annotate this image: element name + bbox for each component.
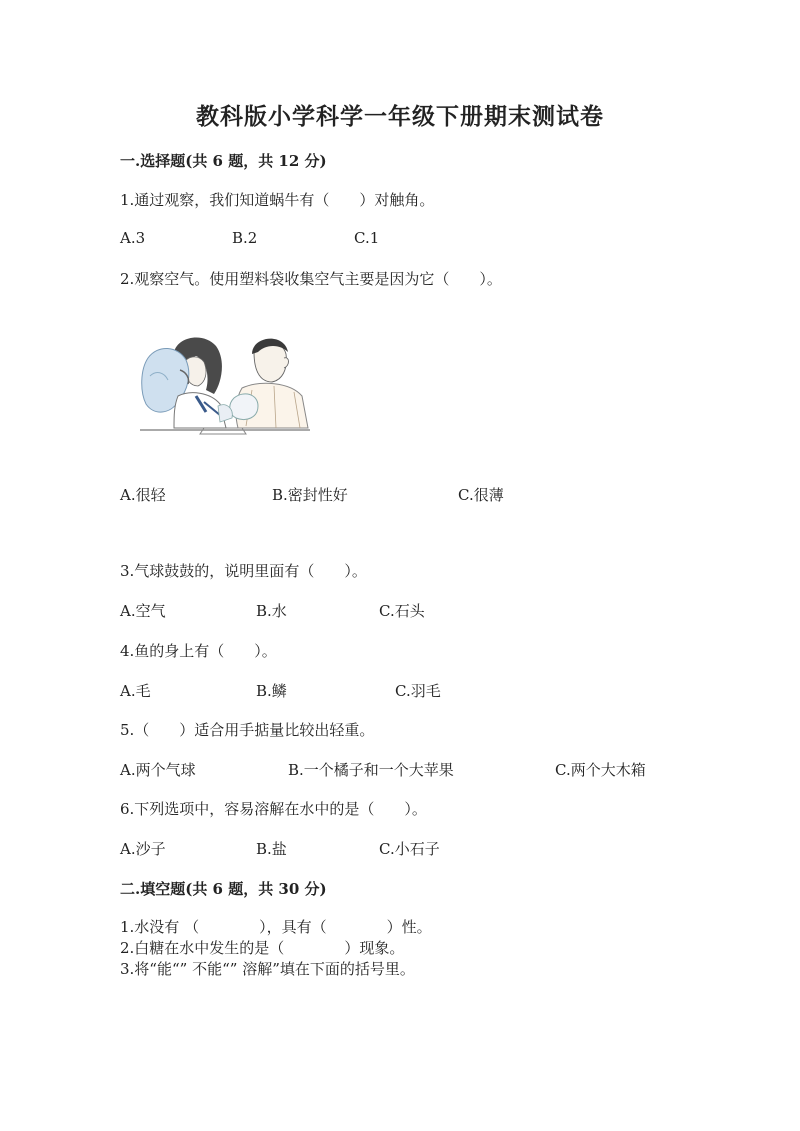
option-5a: A.两个气球 xyxy=(120,761,196,779)
fill-question-3: 3.将“能“” 不能“” 溶解”填在下面的括号里。 xyxy=(120,960,415,978)
option-6c: C.小石子 xyxy=(379,840,440,858)
fill-question-1: 1.水没有 （ ），具有（ ）性。 xyxy=(120,918,432,936)
option-1b: B.2 xyxy=(232,229,258,247)
question-1: 1.通过观察，我们知道蜗牛有（ ）对触角。 xyxy=(120,191,435,209)
option-3b: B.水 xyxy=(256,602,287,620)
question-5: 5.（ ）适合用手掂量比较出轻重。 xyxy=(120,721,375,739)
section-header-fill-in: 二.填空题(共 6 题，共 30 分) xyxy=(120,880,327,898)
option-5b: B.一个橘子和一个大苹果 xyxy=(288,761,454,779)
question-3: 3.气球鼓鼓的，说明里面有（ ）。 xyxy=(120,562,367,580)
section-header-choice: 一.选择题(共 6 题，共 12 分) xyxy=(120,152,327,170)
fill-question-2: 2.白糖在水中发生的是（ ）现象。 xyxy=(120,939,405,957)
question-6: 6.下列选项中，容易溶解在水中的是（ ）。 xyxy=(120,800,427,818)
option-2b: B.密封性好 xyxy=(272,486,348,504)
option-6a: A.沙子 xyxy=(120,840,166,858)
question-4: 4.鱼的身上有（ ）。 xyxy=(120,642,277,660)
option-4b: B.鳞 xyxy=(256,682,287,700)
option-4c: C.羽毛 xyxy=(395,682,441,700)
children-blowing-bag-illustration xyxy=(134,330,314,440)
option-3c: C.石头 xyxy=(379,602,425,620)
option-2c: C.很薄 xyxy=(458,486,504,504)
option-5c: C.两个大木箱 xyxy=(555,761,646,779)
option-6b: B.盐 xyxy=(256,840,287,858)
page-title: 教科版小学科学一年级下册期末测试卷 xyxy=(196,103,604,130)
option-1a: A.3 xyxy=(120,229,146,247)
option-3a: A.空气 xyxy=(120,602,166,620)
option-4a: A.毛 xyxy=(120,682,151,700)
option-1c: C.1 xyxy=(354,229,380,247)
option-2a: A.很轻 xyxy=(120,486,166,504)
question-2: 2.观察空气。使用塑料袋收集空气主要是因为它（ ）。 xyxy=(120,270,502,288)
